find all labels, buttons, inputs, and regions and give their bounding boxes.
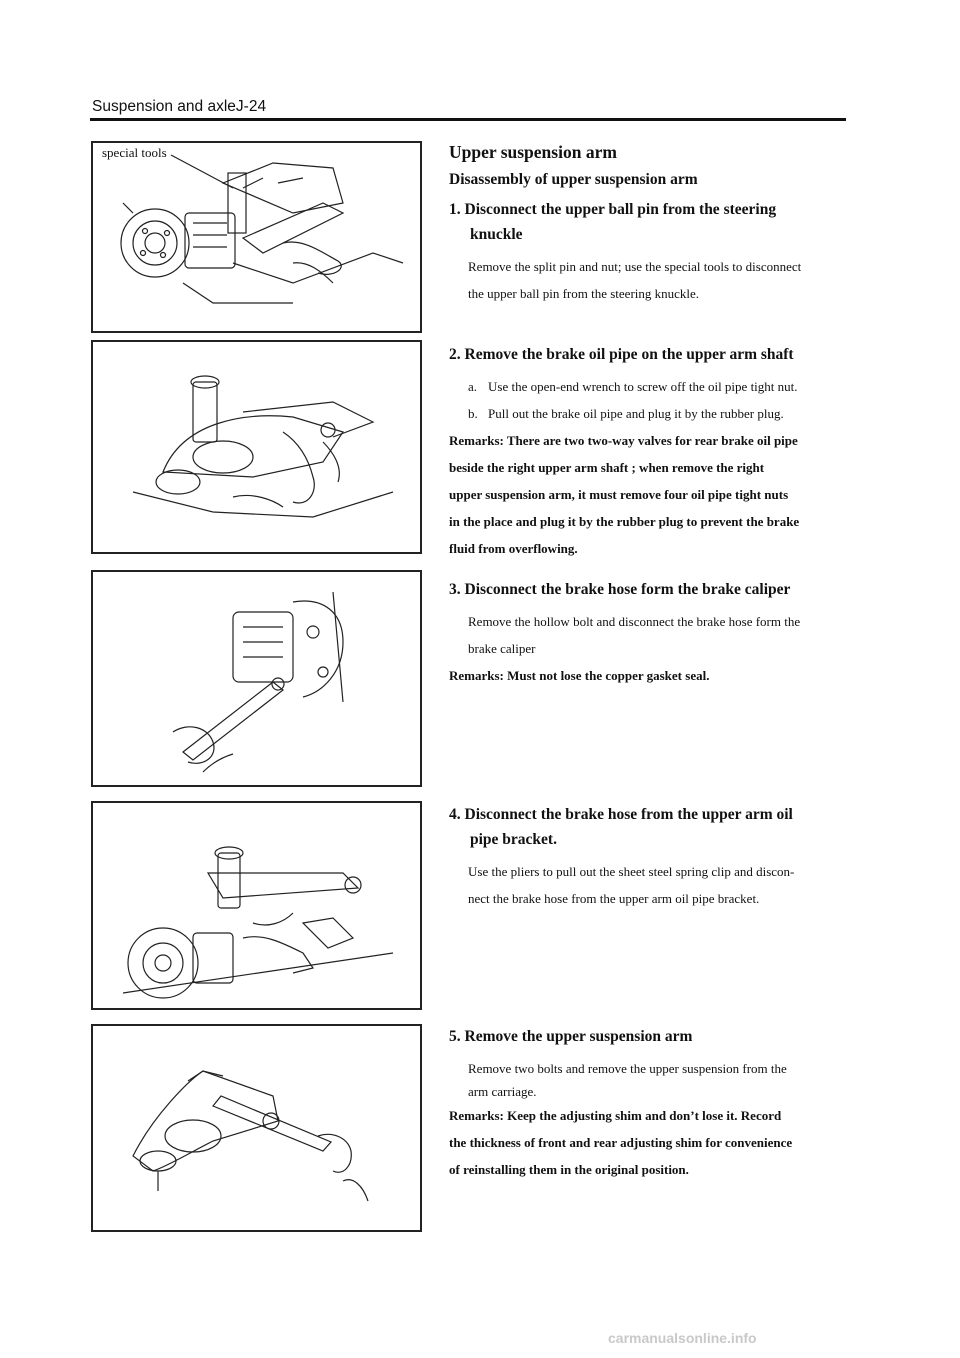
step-2-remark-line: fluid from overflowing. (449, 541, 578, 556)
subitem-text: Use the open-end wrench to screw off the oil pipe tight nut. (488, 379, 798, 394)
figure-5 (91, 1024, 422, 1232)
step-1-heading (449, 197, 849, 247)
upper-arm-brake-pipe-illustration (93, 342, 420, 552)
step-5-heading: 5. Remove the upper suspension arm (449, 1028, 693, 1045)
step-1-heading-line1: 1. Disconnect the upper ball pin from the steering (449, 201, 777, 218)
step-3 (449, 577, 849, 689)
step-3-heading: 3. Disconnect the brake hose form the brake caliper (449, 581, 791, 598)
figure-2 (91, 340, 422, 554)
step-5-remark-line: Remarks: Keep the adjusting shim and don’t lose it. Record (449, 1108, 782, 1123)
step-1-body-line: the upper ball pin from the steering knuckle. (468, 286, 700, 301)
step-5 (449, 1024, 849, 1183)
step-4-body-line: nect the brake hose from the upper arm oil pipe bracket. (468, 891, 760, 906)
step-4-heading (449, 802, 849, 852)
step-5-remark-line: of reinstalling them in the original position. (449, 1162, 689, 1177)
figure-4 (91, 801, 422, 1010)
page-header: Suspension and axleJ-24 (92, 98, 267, 115)
special-tools-callout: special tools (102, 145, 167, 160)
step-5-remark-line: the thickness of front and rear adjusting shim for convenience (449, 1135, 793, 1150)
step-2-remark-line: in the place and plug it by the rubber plug to prevent the brake (449, 514, 800, 529)
subitem-tag: b. (468, 406, 478, 421)
step-2-remark-line: beside the right upper arm shaft ; when remove the right (449, 460, 765, 475)
step-4-heading-line1: 4. Disconnect the brake hose from the upper arm oil (449, 806, 793, 823)
watermark: carmanualsonline.info (608, 1330, 757, 1346)
step-2-heading: 2. Remove the brake oil pipe on the upper arm shaft (449, 346, 794, 363)
subitem-tag: a. (468, 379, 478, 394)
disc-brake-special-tool-illustration (93, 143, 420, 331)
step-2-remark-line: upper suspension arm, it must remove four oil pipe tight nuts (449, 487, 789, 502)
step-3-body-line: Remove the hollow bolt and disconnect the brake hose form the (468, 614, 801, 629)
section-subtitle: Disassembly of upper suspension arm (449, 171, 698, 188)
figure-1 (91, 141, 422, 333)
header-rule (90, 118, 846, 121)
step-5-body-line: Remove two bolts and remove the upper suspension from the (468, 1061, 787, 1076)
step-3-remark-line: Remarks: Must not lose the copper gasket seal. (449, 668, 710, 683)
step-2 (449, 342, 849, 562)
brake-caliper-hose-illustration (93, 572, 420, 785)
step-3-body-line: brake caliper (468, 641, 536, 656)
upper-arm-hose-bracket-illustration (93, 803, 420, 1008)
step-2-subitem-a (449, 373, 849, 400)
section-intro (449, 142, 849, 307)
step-4-body-line: Use the pliers to pull out the sheet steel spring clip and discon- (468, 864, 795, 879)
step-2-remark-line: Remarks: There are two two-way valves for rear brake oil pipe (449, 433, 798, 448)
upper-suspension-arm-removal-illustration (93, 1026, 420, 1230)
step-4-heading-line2: pipe bracket. (470, 831, 557, 848)
section-title: Upper suspension arm (449, 142, 617, 162)
step-2-subitem-b (449, 400, 849, 427)
subitem-text: Pull out the brake oil pipe and plug it by the rubber plug. (488, 406, 784, 421)
figure-3 (91, 570, 422, 787)
step-5-body-line: arm carriage. (468, 1084, 537, 1099)
step-4 (449, 802, 849, 912)
step-1-body-line: Remove the split pin and nut; use the special tools to disconnect (468, 259, 802, 274)
step-1-heading-line2: knuckle (470, 226, 523, 243)
